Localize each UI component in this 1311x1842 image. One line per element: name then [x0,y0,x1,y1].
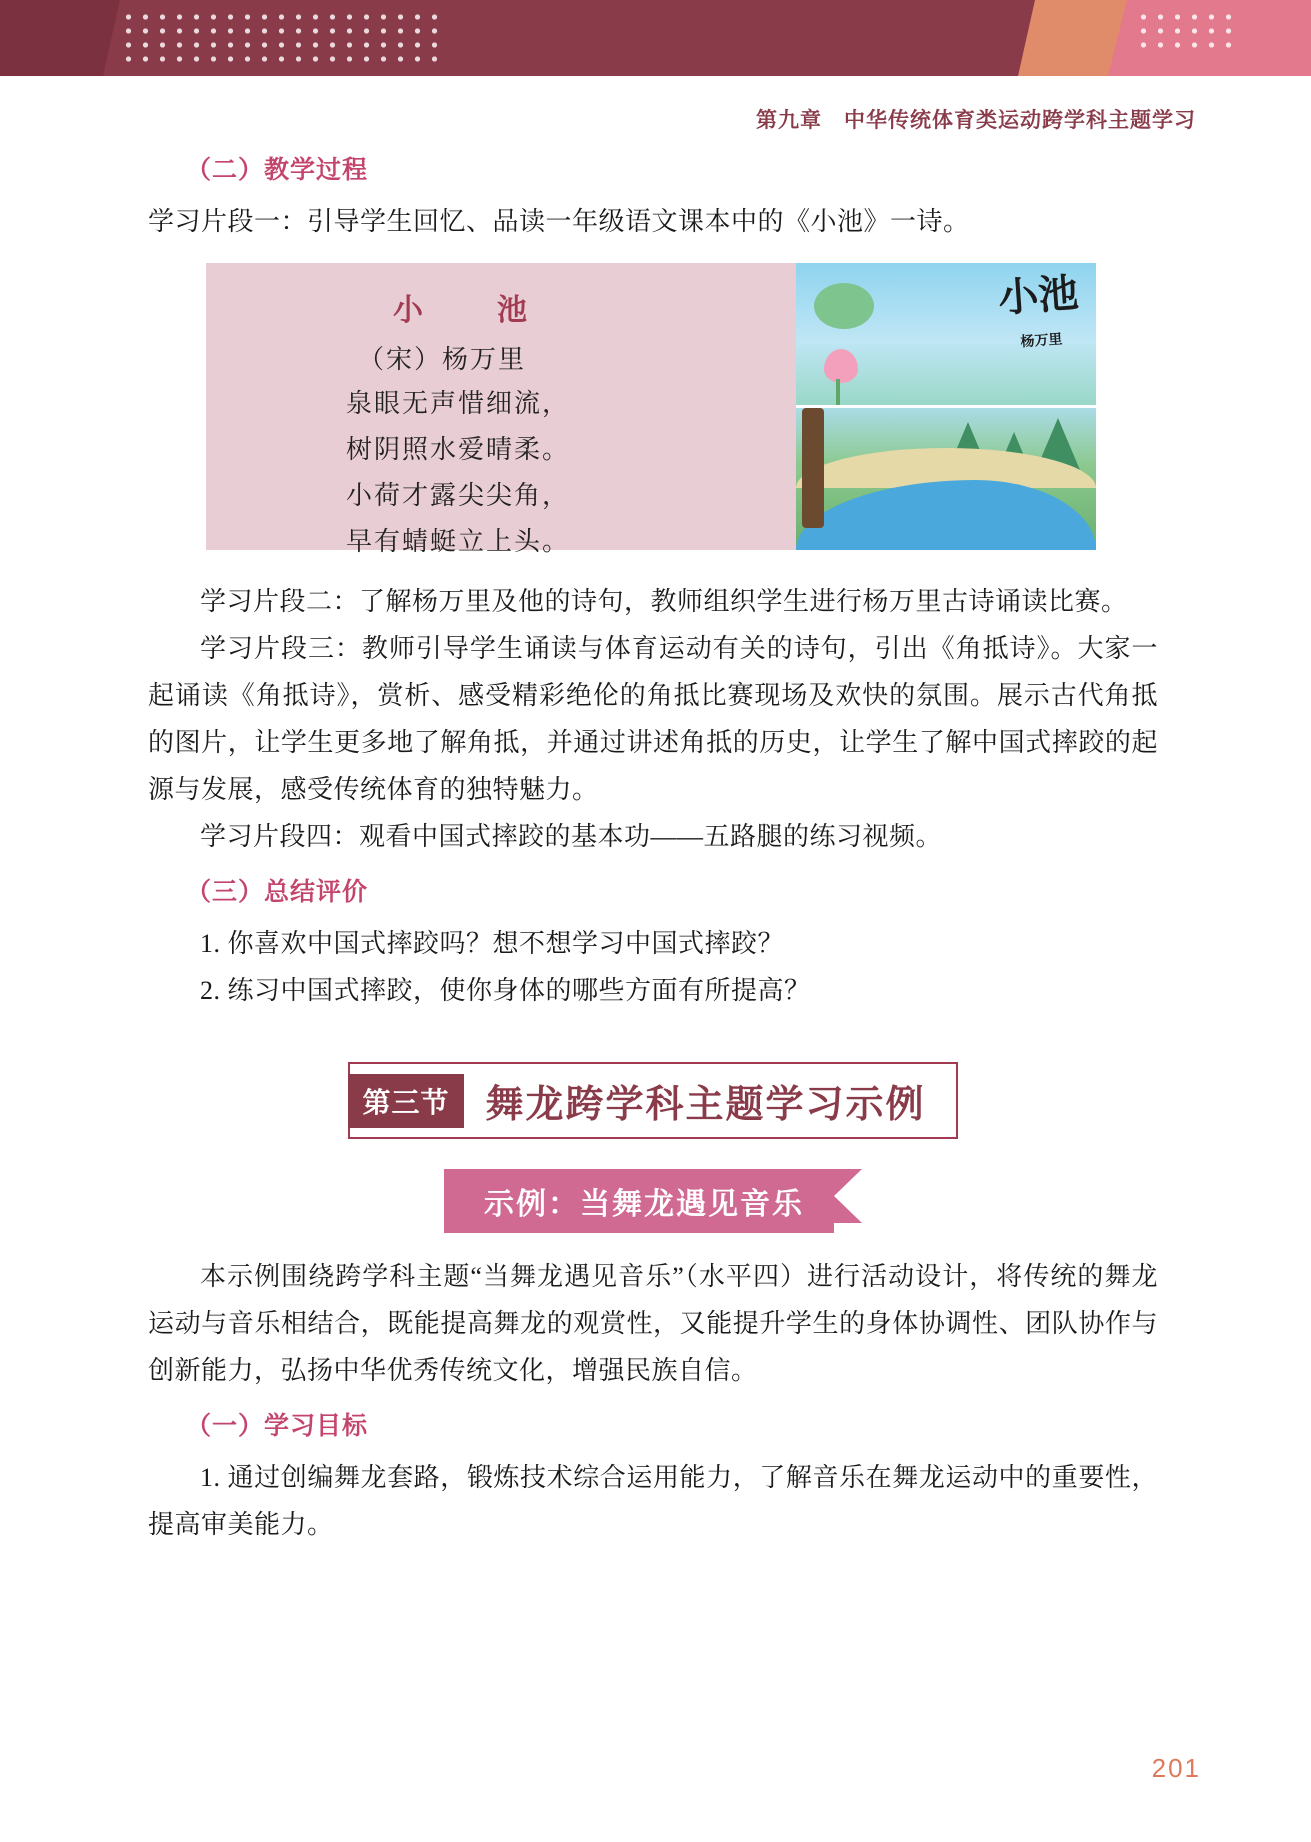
poem-illustration-block [206,263,1096,556]
calligraphy-overlay [997,272,1083,365]
poem-images [796,263,1096,550]
header-dot-pattern-right [1135,10,1240,54]
heading-summary-evaluation: （三）总结评价 [186,878,369,906]
page-header-decoration [0,0,1311,76]
example-intro-paragraph: 本示例围绕跨学科主题“当舞龙遇见音乐”（水平四）进行活动设计，将传统的舞龙运动与音乐相结合，既能提高舞龙的观赏性，又能提升学生的身体协调性、团队协作与创新能力，弘扬中华优秀传统文化，增强民族自信。 [148,1262,1158,1385]
calligraphy-author: 杨万里 [1020,332,1064,351]
paragraph-segment-two: 学习片段二：了解杨万里及他的诗句，教师组织学生进行杨万里古诗诵读比赛。 [200,587,1128,616]
paragraph-segment-one: 学习片段一：引导学生回忆、品读一年级语文课本中的《小池》一诗。 [148,207,970,236]
page-number: 201 [1151,1753,1201,1783]
tree-trunk-icon [802,408,824,528]
evaluation-item-1: 1. 你喜欢中国式摔跤吗？想不想学习中国式摔跤？ [200,929,785,958]
poem-line: 早有蜻蜓立上头。 [346,527,571,556]
poem-title: 小 池 [393,294,549,327]
poem-card [206,263,796,556]
section-title: 舞龙跨学科主题学习示例 [485,1084,926,1126]
section-number-tag: 第三节 [348,1074,463,1128]
poem-line: 树阴照水爱晴柔。 [346,435,571,464]
poem-author: （宋）杨万里 [358,345,527,374]
header-band-maroon-left [0,0,120,76]
example-ribbon-tip [834,1169,862,1223]
paragraph-segment-four: 学习片段四：观看中国式摔跤的基本功——五路腿的练习视频。 [200,822,943,851]
learning-goal-1: 1. 通过创编舞龙套路，锻炼技术综合运用能力，了解音乐在舞龙运动中的重要性，提高审美能力。 [148,1463,1158,1539]
illustration-river-scene [796,405,1096,550]
example-ribbon-label: 示例：当舞龙遇见音乐 [444,1169,834,1233]
section-banner-frame [348,1062,957,1139]
header-dot-pattern-left [120,10,440,66]
calligraphy-title: 小池 [996,270,1080,321]
heading-learning-goals: （一）学习目标 [186,1412,369,1440]
river-shape [796,480,1096,550]
page-content [148,150,1158,1548]
lotus-icon [824,349,858,383]
heading-teaching-process: （二）教学过程 [186,156,369,184]
paragraph-segment-three: 学习片段三：教师引导学生诵读与体育运动有关的诗句，引出《角抵诗》。大家一起诵读《角抵诗》，赏析、感受精彩绝伦的角抵比赛现场及欢快的氛围。展示古代角抵的图片，让学生更多地了解角抵，并通过讲述角抵的历史，让学生了解中国式摔跤的起源与发展，感受传统体育的独特魅力。 [148,634,1158,804]
evaluation-item-2: 2. 练习中国式摔跤，使你身体的哪些方面有所提高？ [200,976,811,1005]
poem-line: 泉眼无声惜细流， [346,389,571,418]
poem-line: 小荷才露尖尖角， [346,481,571,510]
illustration-pond-scene [796,263,1096,405]
tree-icon [814,283,874,329]
section-banner [148,1062,1158,1139]
running-head: 第九章 中华传统体育类运动跨学科主题学习 [756,109,1196,132]
example-ribbon [444,1169,862,1233]
